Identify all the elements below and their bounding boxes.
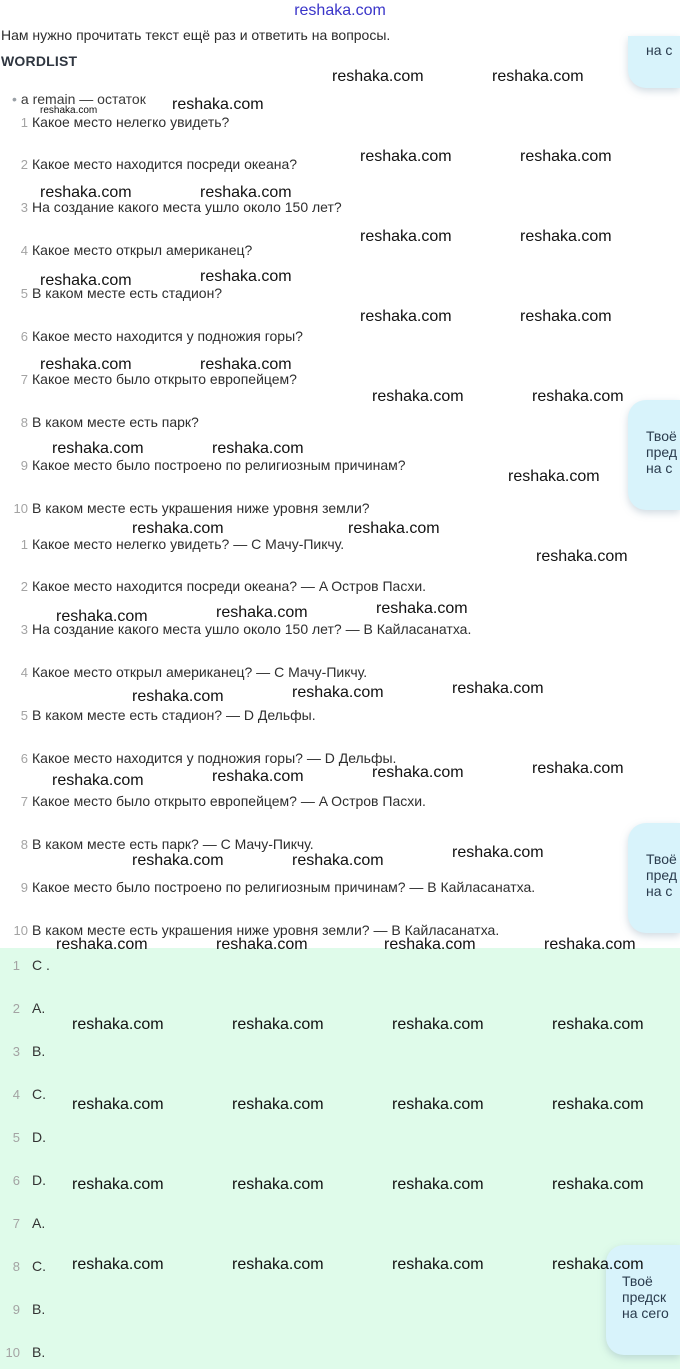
question-number: 5 — [20, 286, 28, 301]
watermark: reshaka.com — [348, 520, 440, 537]
watermark: reshaka.com — [508, 468, 600, 485]
wordlist-item-text: a remain — остаток — [20, 91, 146, 107]
watermark: reshaka.com — [232, 1256, 324, 1273]
answer-number: 10 — [13, 923, 28, 938]
short-answer-number: 9 — [12, 1302, 20, 1317]
watermark: reshaka.com — [132, 852, 224, 869]
answer-number: 6 — [20, 751, 28, 766]
watermark: reshaka.com — [200, 356, 292, 373]
watermark: reshaka.com — [72, 1176, 164, 1193]
watermark: reshaka.com — [384, 936, 476, 953]
watermark: reshaka.com — [292, 684, 384, 701]
watermark: reshaka.com — [232, 1176, 324, 1193]
answer-number: 5 — [20, 708, 28, 723]
short-answer-row — [0, 957, 50, 973]
watermark: reshaka.com — [40, 356, 132, 373]
short-answer-text: B. — [32, 1043, 46, 1059]
answer-number: 8 — [20, 837, 28, 852]
answer-row — [0, 836, 314, 852]
watermark: reshaka.com — [232, 1096, 324, 1113]
short-answer-text: B. — [32, 1344, 46, 1360]
question-number: 8 — [20, 415, 28, 430]
question-number: 6 — [20, 329, 28, 344]
question-row — [0, 242, 252, 258]
question-number: 10 — [13, 501, 28, 516]
chat-bubble[interactable] — [628, 823, 680, 933]
watermark: reshaka.com — [212, 440, 304, 457]
short-answer-row — [0, 1129, 46, 1145]
answer-number: 7 — [20, 794, 28, 809]
chat-bubble-line: пред — [646, 444, 678, 460]
question-row — [0, 457, 406, 473]
watermark: reshaka.com — [52, 440, 144, 457]
site-header[interactable]: reshaka.com — [294, 2, 386, 19]
short-answer-text: D. — [32, 1129, 46, 1145]
watermark: reshaka.com — [392, 1016, 484, 1033]
watermark: reshaka.com — [40, 184, 132, 201]
short-answer-row — [0, 1172, 46, 1188]
watermark: reshaka.com — [72, 1016, 164, 1033]
watermark: reshaka.com — [392, 1096, 484, 1113]
answer-text: В каком месте есть украшения ниже уровня земли? — B Кайласанатха. — [32, 922, 500, 938]
short-answer-number: 4 — [12, 1087, 20, 1102]
wordlist-heading: WORDLIST — [1, 53, 78, 69]
question-row — [0, 114, 229, 130]
watermark: reshaka.com — [392, 1176, 484, 1193]
question-text: Какое место открыл американец? — [32, 242, 253, 258]
chat-bubble-line: пред — [646, 867, 678, 883]
question-number: 1 — [20, 115, 28, 130]
watermark: reshaka.com — [216, 936, 308, 953]
answer-row — [0, 879, 535, 895]
short-answer-text: D. — [32, 1172, 46, 1188]
watermark: reshaka.com — [520, 308, 612, 325]
short-answer-row — [0, 1344, 45, 1360]
short-answer-number: 2 — [12, 1001, 20, 1016]
watermark: reshaka.com — [132, 520, 224, 537]
watermark: reshaka.com — [552, 1016, 644, 1033]
short-answer-row — [0, 1043, 45, 1059]
watermark: reshaka.com — [392, 1256, 484, 1273]
watermark: reshaka.com — [544, 936, 636, 953]
question-row — [0, 500, 370, 516]
question-number: 9 — [20, 458, 28, 473]
chat-bubble-line: на с — [646, 883, 673, 899]
watermark: reshaka.com — [72, 1096, 164, 1113]
chat-bubble[interactable] — [628, 36, 680, 88]
short-answer-text: C. — [32, 1258, 46, 1274]
watermark: reshaka.com — [452, 844, 544, 861]
chat-bubble-line: на с — [646, 42, 673, 58]
answer-row — [0, 664, 367, 680]
question-text: Какое место было построено по религиозным причинам? — [32, 457, 406, 473]
watermark: reshaka.com — [200, 268, 292, 285]
answer-row — [0, 750, 396, 766]
watermark: reshaka.com — [52, 772, 144, 789]
short-answer-number: 7 — [12, 1216, 20, 1231]
short-answer-number: 1 — [12, 958, 20, 973]
question-row — [0, 328, 303, 344]
chat-bubble-line: предск — [622, 1289, 667, 1305]
short-answer-row — [0, 1086, 46, 1102]
question-text: Какое место находится посреди океана? — [32, 156, 298, 172]
watermark: reshaka.com — [292, 852, 384, 869]
answer-row — [0, 536, 344, 552]
watermark: reshaka.com — [376, 600, 468, 617]
short-answer-text: B. — [32, 1301, 46, 1317]
answer-row — [0, 707, 316, 723]
watermark: reshaka.com — [520, 228, 612, 245]
watermark: reshaka.com — [56, 608, 148, 625]
question-text: В каком месте есть стадион? — [32, 285, 223, 301]
question-text: В каком месте есть украшения ниже уровня земли? — [32, 500, 370, 516]
short-answer-text: C . — [32, 957, 50, 973]
short-answer-number: 5 — [12, 1130, 20, 1145]
short-answer-text: A. — [32, 1000, 46, 1016]
question-number: 7 — [20, 372, 28, 387]
short-answer-number: 10 — [5, 1345, 20, 1360]
watermark: reshaka.com — [232, 1016, 324, 1033]
question-row — [0, 156, 297, 172]
question-text: На создание какого места ушло около 150 лет? — [32, 199, 342, 215]
chat-bubble-line: Твоё — [646, 428, 677, 444]
question-row — [0, 414, 199, 430]
short-answers-panel — [0, 948, 680, 1369]
answer-number: 3 — [20, 622, 28, 637]
watermark: reshaka.com — [372, 764, 464, 781]
watermark: reshaka.com — [172, 96, 264, 113]
watermark: reshaka.com — [56, 936, 148, 953]
question-number: 2 — [20, 157, 28, 172]
question-text: В каком месте есть парк? — [32, 414, 199, 430]
watermark: reshaka.com — [532, 388, 624, 405]
answer-text: В каком месте есть стадион? — D Дельфы. — [32, 707, 316, 723]
answer-text: На создание какого места ушло около 150 лет? — B Кайласанатха. — [32, 621, 472, 637]
short-answer-number: 3 — [12, 1044, 20, 1059]
question-number: 3 — [20, 200, 28, 215]
short-answer-text: C. — [32, 1086, 46, 1102]
answer-text: Какое место находится посреди океана? — A Остров Пасхи. — [32, 578, 427, 594]
watermark: reshaka.com — [492, 68, 584, 85]
watermark: reshaka.com — [216, 604, 308, 621]
watermark: reshaka.com — [552, 1256, 644, 1273]
watermark: reshaka.com — [552, 1176, 644, 1193]
answer-text: Какое место находится у подножия горы? — D Дельфы. — [32, 750, 397, 766]
watermark: reshaka.com — [536, 548, 628, 565]
answer-number: 4 — [20, 665, 28, 680]
chat-bubble-line: на с — [646, 460, 673, 476]
chat-bubble-line: Твоё — [622, 1273, 653, 1289]
watermark: reshaka.com — [452, 680, 544, 697]
short-answer-number: 8 — [12, 1259, 20, 1274]
answer-number: 9 — [20, 880, 28, 895]
watermark: reshaka.com — [360, 308, 452, 325]
intro-text: Нам нужно прочитать текст ещё раз и ответить на вопросы. — [1, 27, 391, 43]
answer-row — [0, 578, 426, 594]
watermark: reshaka.com — [552, 1096, 644, 1113]
short-answer-row — [0, 1000, 45, 1016]
question-number: 4 — [20, 243, 28, 258]
answer-text: Какое место нелегко увидеть? — C Мачу-Пикчу. — [32, 536, 345, 552]
short-answer-row — [0, 1215, 45, 1231]
question-text: Какое место было открыто европейцем? — [32, 371, 297, 387]
answer-number: 1 — [20, 537, 28, 552]
watermark: reshaka.com — [132, 688, 224, 705]
answer-number: 2 — [20, 579, 28, 594]
answer-text: В каком месте есть парк? — C Мачу-Пикчу. — [32, 836, 314, 852]
question-text: Какое место нелегко увидеть? — [32, 114, 230, 130]
watermark: reshaka.com — [40, 105, 98, 116]
watermark: reshaka.com — [360, 228, 452, 245]
watermark: reshaka.com — [40, 272, 132, 289]
watermark: reshaka.com — [212, 768, 304, 785]
chat-bubble[interactable] — [628, 400, 680, 510]
chat-bubble-line: Твоё — [646, 851, 677, 867]
short-answer-number: 6 — [12, 1173, 20, 1188]
watermark: reshaka.com — [360, 148, 452, 165]
answer-text: Какое место открыл американец? — C Мачу-Пикчу. — [32, 664, 368, 680]
answer-row — [0, 793, 426, 809]
answer-text: Какое место было открыто европейцем? — A Остров Пасхи. — [32, 793, 426, 809]
short-answer-row — [0, 1301, 45, 1317]
chat-bubble-line: на сего — [622, 1305, 669, 1321]
watermark: reshaka.com — [200, 184, 292, 201]
watermark: reshaka.com — [332, 68, 424, 85]
bullet-icon: • — [12, 91, 17, 107]
short-answer-text: A. — [32, 1215, 46, 1231]
watermark: reshaka.com — [520, 148, 612, 165]
short-answer-row — [0, 1258, 46, 1274]
answer-text: Какое место было построено по религиозным причинам? — B Кайласанатха. — [32, 879, 536, 895]
question-text: Какое место находится у подножия горы? — [32, 328, 303, 344]
watermark: reshaka.com — [72, 1256, 164, 1273]
watermark: reshaka.com — [532, 760, 624, 777]
watermark: reshaka.com — [372, 388, 464, 405]
